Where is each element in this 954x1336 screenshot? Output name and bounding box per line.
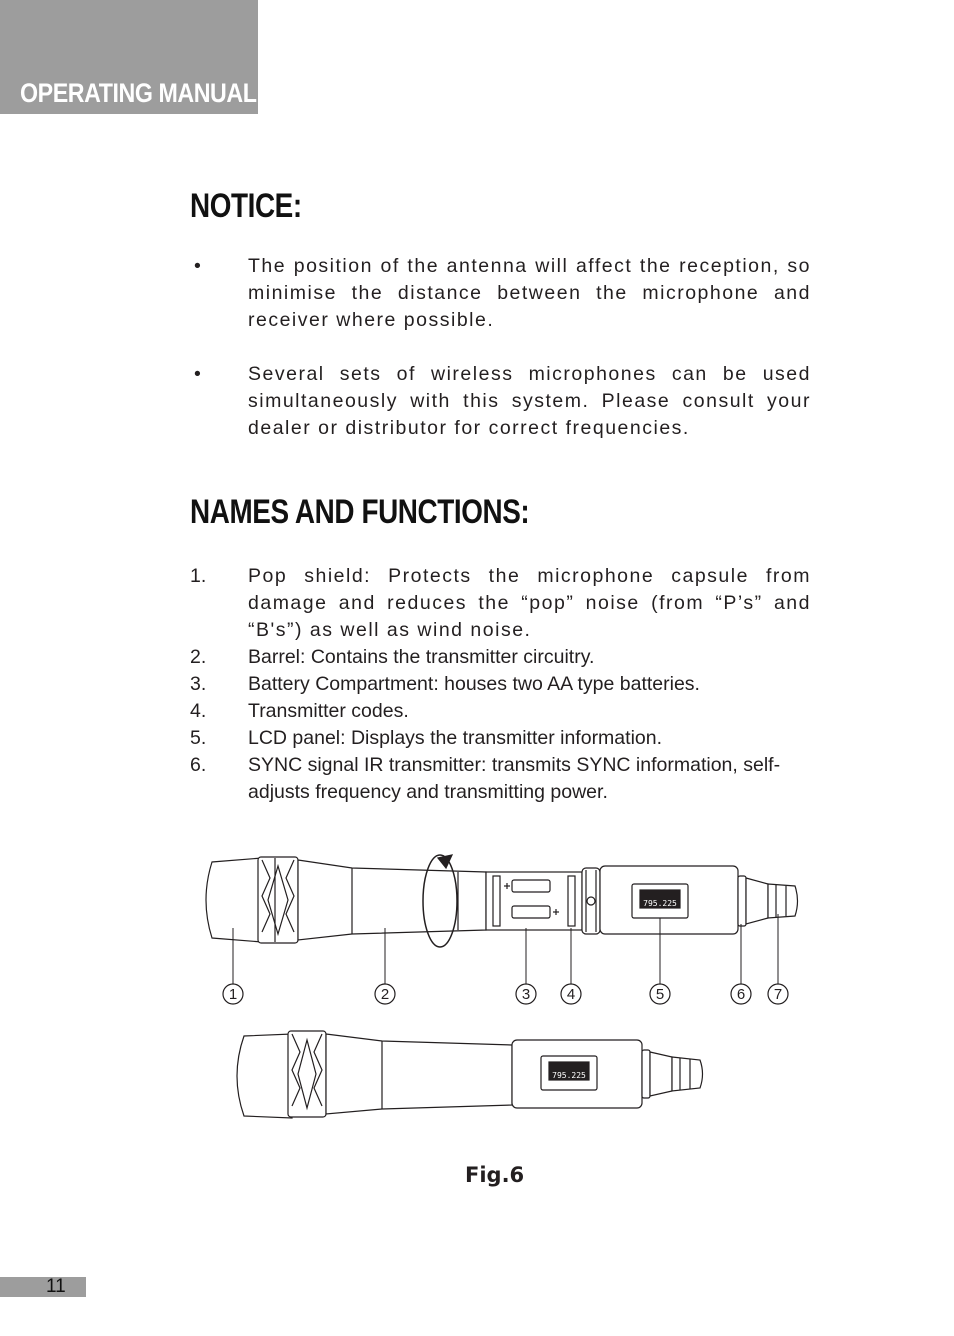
notice-list (190, 253, 811, 442)
list-item-text: Pop shield: Protects the microphone capsule from damage and reduces the “pop” noise (from “P’s” and “B's”) as well as wind noise. (248, 565, 811, 641)
list-item-text: LCD panel: Displays the transmitter information. (248, 727, 663, 749)
names-functions-heading: NAMES AND FUNCTIONS: (190, 493, 530, 531)
list-number: 2. (190, 646, 207, 668)
list-item (190, 671, 811, 698)
list-item-text: Transmitter codes. (248, 700, 409, 722)
notice-item (190, 361, 811, 442)
list-item (190, 644, 811, 671)
list-number: 5. (190, 727, 207, 749)
callout-markers (223, 984, 788, 1004)
callout-label: 1 (228, 986, 238, 1003)
microphone-assembled-view (237, 1031, 703, 1118)
figure-caption: Fig.6 (465, 1163, 525, 1187)
microphone-diagram (0, 840, 954, 1140)
list-item (190, 698, 811, 725)
list-number: 6. (190, 754, 207, 776)
list-item (190, 725, 811, 752)
list-number: 3. (190, 673, 207, 695)
page-number: 11 (46, 1276, 66, 1297)
callout-label: 6 (736, 986, 746, 1003)
notice-item-text: Several sets of wireless microphones can be used simultaneously with this system. Please consult your dealer or distributor for correct frequencies. (248, 363, 811, 439)
callout-label: 3 (521, 986, 531, 1003)
list-item-text: Battery Compartment: houses two AA type batteries. (248, 673, 700, 695)
notice-item (190, 253, 811, 334)
list-item (190, 752, 811, 806)
microphone-exploded-view (206, 855, 798, 947)
lcd-readout: 795.225 (643, 899, 677, 908)
list-number: 4. (190, 700, 207, 722)
list-item-text: SYNC signal IR transmitter: transmits SYNC information, self-adjusts frequency and transmitting power. (248, 754, 781, 803)
manual-title: OPERATING MANUAL (20, 78, 257, 108)
callout-label: 4 (566, 986, 576, 1003)
page-number-tab (0, 1277, 86, 1297)
callout-label: 2 (380, 986, 390, 1003)
names-functions-list (190, 563, 811, 806)
lcd-readout: 795.225 (552, 1071, 586, 1080)
notice-heading: NOTICE: (190, 187, 302, 225)
bullet-marker: • (194, 255, 201, 277)
bullet-marker: • (194, 363, 201, 385)
notice-item-text: The position of the antenna will affect the reception, so minimise the distance between the microphone and receiver where possible. (248, 255, 811, 331)
list-number: 1. (190, 565, 207, 587)
callout-label: 7 (773, 986, 783, 1003)
callout-label: 5 (655, 986, 665, 1003)
list-item-text: Barrel: Contains the transmitter circuitry. (248, 646, 595, 668)
list-item (190, 563, 811, 644)
